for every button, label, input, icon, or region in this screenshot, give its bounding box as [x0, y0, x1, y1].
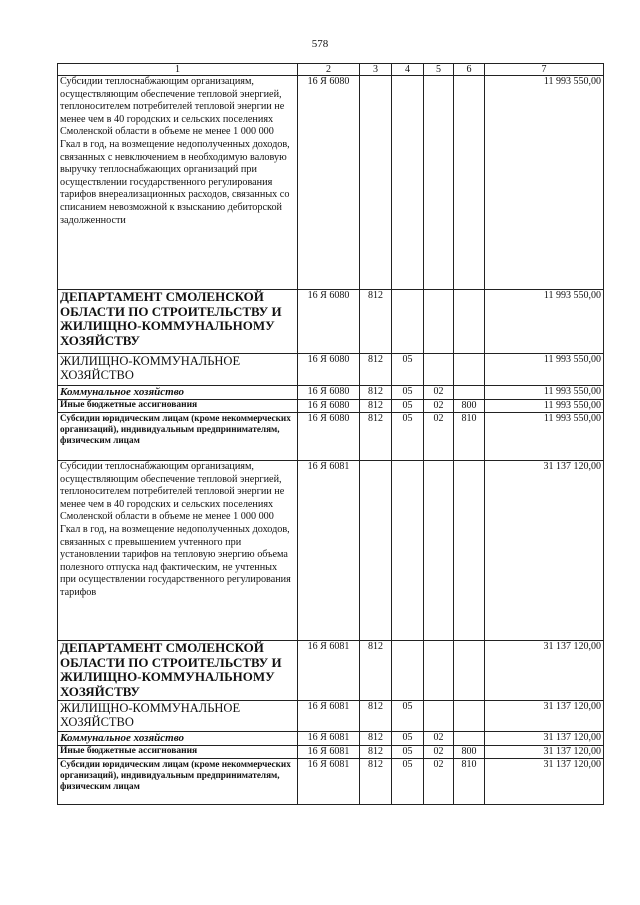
- subsection-code: 02: [424, 759, 454, 805]
- subsection-code: [424, 701, 454, 732]
- subsection-code: 02: [424, 413, 454, 461]
- amount: 31 137 120,00: [485, 701, 604, 732]
- table-header-row: [58, 64, 604, 76]
- table-row: [58, 290, 604, 354]
- table-row: [58, 76, 604, 290]
- subsection-code: 02: [424, 386, 454, 400]
- section-code: 05: [392, 759, 424, 805]
- column-header: 4: [392, 64, 424, 76]
- target-article-code: 16 Я 6081: [298, 759, 360, 805]
- amount: 31 137 120,00: [485, 641, 604, 701]
- table-row: [58, 759, 604, 805]
- row-name: Коммунальное хозяйство: [58, 732, 298, 746]
- expense-type-code: 800: [454, 400, 485, 413]
- column-header: 7: [485, 64, 604, 76]
- section-code: [392, 641, 424, 701]
- target-article-code: 16 Я 6080: [298, 354, 360, 386]
- row-name: Иные бюджетные ассигнования: [58, 746, 298, 759]
- row-name: ЖИЛИЩНО-КОММУНАЛЬНОЕ ХОЗЯЙСТВО: [58, 701, 298, 732]
- table-row: [58, 386, 604, 400]
- row-name: Субсидии юридическим лицам (кроме некоммерческих организаций), индивидуальным предпринимателям, физическим лицам: [58, 759, 298, 805]
- section-code: 05: [392, 746, 424, 759]
- amount: 31 137 120,00: [485, 759, 604, 805]
- column-header: 2: [298, 64, 360, 76]
- target-article-code: 16 Я 6080: [298, 413, 360, 461]
- target-article-code: 16 Я 6081: [298, 701, 360, 732]
- table-row: [58, 641, 604, 701]
- row-name: ЖИЛИЩНО-КОММУНАЛЬНОЕ ХОЗЯЙСТВО: [58, 354, 298, 386]
- column-header: 6: [454, 64, 485, 76]
- amount: 31 137 120,00: [485, 732, 604, 746]
- ministry-code: 812: [360, 413, 392, 461]
- target-article-code: 16 Я 6080: [298, 76, 360, 290]
- row-name: Субсидии теплоснабжающим организациям, осуществляющим обеспечение тепловой энергией, теплоносителем потребителей тепловой энергии не менее чем в 40 городских и сельских поселениях Смоленской области в объеме не менее 1 000 000 Гкал в год, на возмещение недополученных доходов, связанных с невключением в необходимую валовую выручку теплоснабжающих организаций при осуществлении государственного регулирования тарифов внереализационных расходов, связанных со списанием невозможной к взысканию дебиторской задолженности: [58, 76, 298, 290]
- section-code: [392, 461, 424, 641]
- section-code: [392, 76, 424, 290]
- ministry-code: [360, 76, 392, 290]
- section-code: 05: [392, 701, 424, 732]
- row-name: Субсидии теплоснабжающим организациям, осуществляющим обеспечение тепловой энергией, теплоносителем потребителей тепловой энергии не менее чем в 40 городских и сельских поселениях Смоленской области в объеме не менее 1 000 000 Гкал в год, на возмещение недополученных доходов, связанных с превышением учтенного при установлении тарифов на тепловую энергию объема полезного отпуска над фактическим, не учтенных при осуществлении государственного регулирования тарифов: [58, 461, 298, 641]
- row-name: Иные бюджетные ассигнования: [58, 400, 298, 413]
- section-code: [392, 290, 424, 354]
- target-article-code: 16 Я 6081: [298, 732, 360, 746]
- ministry-code: 812: [360, 354, 392, 386]
- amount: 11 993 550,00: [485, 400, 604, 413]
- ministry-code: 812: [360, 641, 392, 701]
- subsection-code: 02: [424, 746, 454, 759]
- expense-type-code: [454, 641, 485, 701]
- row-name: Коммунальное хозяйство: [58, 386, 298, 400]
- amount: 31 137 120,00: [485, 461, 604, 641]
- target-article-code: 16 Я 6080: [298, 290, 360, 354]
- expense-type-code: [454, 76, 485, 290]
- amount: 11 993 550,00: [485, 413, 604, 461]
- expense-type-code: [454, 732, 485, 746]
- table-row: [58, 413, 604, 461]
- table-row: [58, 400, 604, 413]
- expense-type-code: [454, 701, 485, 732]
- ministry-code: 812: [360, 701, 392, 732]
- table-row: [58, 746, 604, 759]
- target-article-code: 16 Я 6080: [298, 386, 360, 400]
- subsection-code: [424, 461, 454, 641]
- page-number: 578: [311, 38, 329, 50]
- subsection-code: [424, 290, 454, 354]
- expense-type-code: 800: [454, 746, 485, 759]
- section-code: 05: [392, 413, 424, 461]
- target-article-code: 16 Я 6081: [298, 461, 360, 641]
- ministry-code: 812: [360, 759, 392, 805]
- subsection-code: [424, 76, 454, 290]
- column-header: 1: [58, 64, 298, 76]
- ministry-code: 812: [360, 400, 392, 413]
- target-article-code: 16 Я 6081: [298, 641, 360, 701]
- column-header: 5: [424, 64, 454, 76]
- subsection-code: 02: [424, 400, 454, 413]
- ministry-code: 812: [360, 732, 392, 746]
- section-code: 05: [392, 732, 424, 746]
- section-code: 05: [392, 386, 424, 400]
- amount: 11 993 550,00: [485, 354, 604, 386]
- row-name: ДЕПАРТАМЕНТ СМОЛЕНСКОЙ ОБЛАСТИ ПО СТРОИТЕЛЬСТВУ И ЖИЛИЩНО-КОММУНАЛЬНОМУ ХОЗЯЙСТВУ: [58, 641, 298, 701]
- subsection-code: [424, 354, 454, 386]
- expense-type-code: [454, 461, 485, 641]
- ministry-code: [360, 461, 392, 641]
- amount: 11 993 550,00: [485, 290, 604, 354]
- ministry-code: 812: [360, 746, 392, 759]
- subsection-code: [424, 641, 454, 701]
- table-row: [58, 461, 604, 641]
- expense-type-code: [454, 386, 485, 400]
- expense-type-code: 810: [454, 413, 485, 461]
- amount: 11 993 550,00: [485, 386, 604, 400]
- section-code: 05: [392, 400, 424, 413]
- expense-type-code: [454, 354, 485, 386]
- expense-type-code: 810: [454, 759, 485, 805]
- section-code: 05: [392, 354, 424, 386]
- budget-table: [57, 63, 604, 805]
- amount: 11 993 550,00: [485, 76, 604, 290]
- target-article-code: 16 Я 6081: [298, 746, 360, 759]
- target-article-code: 16 Я 6080: [298, 400, 360, 413]
- row-name: ДЕПАРТАМЕНТ СМОЛЕНСКОЙ ОБЛАСТИ ПО СТРОИТЕЛЬСТВУ И ЖИЛИЩНО-КОММУНАЛЬНОМУ ХОЗЯЙСТВУ: [58, 290, 298, 354]
- amount: 31 137 120,00: [485, 746, 604, 759]
- table-row: [58, 354, 604, 386]
- subsection-code: 02: [424, 732, 454, 746]
- table-row: [58, 732, 604, 746]
- ministry-code: 812: [360, 386, 392, 400]
- expense-type-code: [454, 290, 485, 354]
- row-name: Субсидии юридическим лицам (кроме некоммерческих организаций), индивидуальным предпринимателям, физическим лицам: [58, 413, 298, 461]
- table-row: [58, 701, 604, 732]
- column-header: 3: [360, 64, 392, 76]
- ministry-code: 812: [360, 290, 392, 354]
